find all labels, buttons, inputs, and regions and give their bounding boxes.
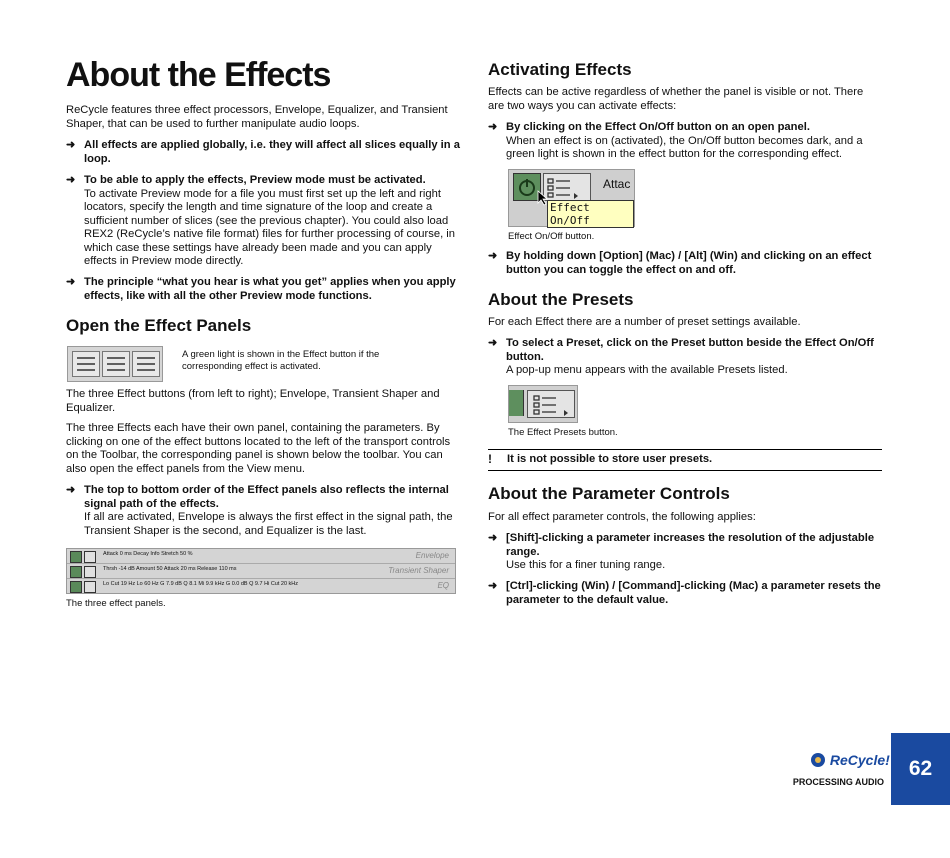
preset-icon: [84, 566, 96, 578]
effect-buttons-image: [67, 346, 163, 382]
transient-shaper-button-icon: [102, 351, 130, 377]
arrow-icon: ➜: [488, 121, 498, 133]
note-box: ! It is not possible to store user presets.: [488, 449, 882, 471]
buttons-note: A green light is shown in the Effect button if the corresponding effect is activated.: [182, 349, 380, 372]
arrow-icon: ➜: [488, 337, 498, 349]
presets-button-image: [508, 385, 578, 423]
equalizer-panel-row: Lo Cut 19 Hz Lo 60 Hz G 7.9 dB Q 8.1 Mi 9.9 kHz G 0.0 dB Q 9.7 Hi Cut 20 kHz EQ: [67, 579, 455, 593]
power-icon: [509, 390, 524, 416]
bullet-order: ➜ The top to bottom order of the Effect panels also reflects the internal signal path of the effects. If all are activated, Envelope is always the first effect in the signal path, the Transient Shaper is the second, and Equalizer is the last.: [66, 484, 453, 537]
bullet-principle: ➜ The principle “what you hear is what you get” applies when you apply effects, like with all the other Preview mode functions.: [66, 276, 456, 302]
arrow-icon: ➜: [488, 532, 498, 544]
arrow-icon: ➜: [66, 276, 76, 288]
transient-shaper-panel-row: Thrsh -14 dB Amount 50 Attack 20 ms Release 110 ms Transient Shaper: [67, 564, 455, 579]
params-intro: For all effect parameter controls, the following applies:: [488, 511, 756, 523]
arrow-icon: ➜: [66, 139, 76, 151]
power-icon: [70, 566, 82, 578]
preset-icon: [84, 551, 96, 563]
section-open-effect-panels: Open the Effect Panels: [66, 316, 252, 335]
equalizer-button-icon: [132, 351, 160, 377]
activating-intro: Effects can be active regardless of whether the panel is visible or not. There are two ways you can activate effects:: [488, 86, 864, 112]
preset-icon: [543, 173, 591, 201]
recycle-logo: ReCycle!: [810, 752, 890, 768]
panels-caption: The three effect panels.: [66, 598, 166, 609]
envelope-button-icon: [72, 351, 100, 377]
presets-caption: The Effect Presets button.: [508, 427, 618, 438]
warning-icon: !: [488, 452, 492, 466]
preset-icon: [84, 581, 96, 593]
power-icon: [70, 551, 82, 563]
power-icon: [70, 581, 82, 593]
attack-label: Attac: [603, 177, 631, 191]
page-title: About the Effects: [66, 56, 331, 94]
section-parameter-controls: About the Parameter Controls: [488, 484, 730, 503]
bullet-select-preset: ➜ To select a Preset, click on the Preset button beside the Effect On/Off button. A pop-up menu appears with the available Presets listed.: [488, 337, 874, 376]
page-number: 62: [891, 733, 950, 805]
arrow-icon: ➜: [66, 174, 76, 186]
arrow-icon: ➜: [488, 580, 498, 592]
onoff-caption: Effect On/Off button.: [508, 231, 595, 242]
bullet-global: ➜ All effects are applied globally, i.e. they will affect all slices equally in a loop.: [66, 139, 460, 165]
intro-paragraph: ReCycle features three effect processors, Envelope, Equalizer, and Transient Shaper, that can be used to further manipulate audio loops.: [66, 104, 448, 130]
panels-paragraph: The three Effects each have their own panel, containing the parameters. By clicking on one of the effect buttons located to the left of the transport controls on the Toolbar, the corresponding panel is shown below the toolbar. You can also open the effect panels from the View menu.: [66, 422, 451, 475]
arrow-icon: ➜: [488, 250, 498, 262]
onoff-tooltip: Effect On/Off: [547, 200, 634, 228]
logo-icon: [810, 752, 826, 768]
bullet-option-click: ➜ By holding down [Option] (Mac) / [Alt] (Win) and clicking on an effect button you can toggle the effect on and off.: [488, 250, 872, 276]
bullet-ctrl-click: ➜ [Ctrl]-clicking (Win) / [Command]-clicking (Mac) a parameter resets the parameter to the default value.: [488, 580, 881, 606]
section-about-presets: About the Presets: [488, 290, 634, 309]
effect-panels-image: [66, 548, 456, 594]
envelope-panel-row: Attack 0 ms Decay Info Stretch 50 % Envelope: [67, 549, 455, 564]
bullet-onoff: ➜ By clicking on the Effect On/Off button on an open panel. When an effect is on (activated), the On/Off button becomes dark, and a green light is shown in the effect button for the corresponding effect.: [488, 121, 863, 160]
preset-icon: [527, 390, 575, 418]
footer-section: PROCESSING AUDIO: [792, 777, 884, 787]
three-buttons-paragraph: The three Effect buttons (from left to right); Envelope, Transient Shaper and Equalizer.: [66, 388, 440, 414]
arrow-icon: ➜: [66, 484, 76, 496]
bullet-preview: ➜ To be able to apply the effects, Preview mode must be activated. To activate Preview mode for a file you must first set up the left and right locators, specify the length and time signature of the loop and create a sufficient number of slices (see the previous chapter). You could also load REX2 (ReCycle’s native file format) files for further processing of course, in which case these settings have already been made and you can apply effects in Preview mode directly.: [66, 174, 455, 267]
onoff-button-image: [508, 169, 635, 227]
presets-intro: For each Effect there are a number of preset settings available.: [488, 316, 801, 328]
bullet-shift-click: ➜ [Shift]-clicking a parameter increases the resolution of the adjustable range. Use this for a finer tuning range.: [488, 532, 875, 571]
cursor-icon: [537, 190, 549, 206]
section-activating-effects: Activating Effects: [488, 60, 632, 79]
